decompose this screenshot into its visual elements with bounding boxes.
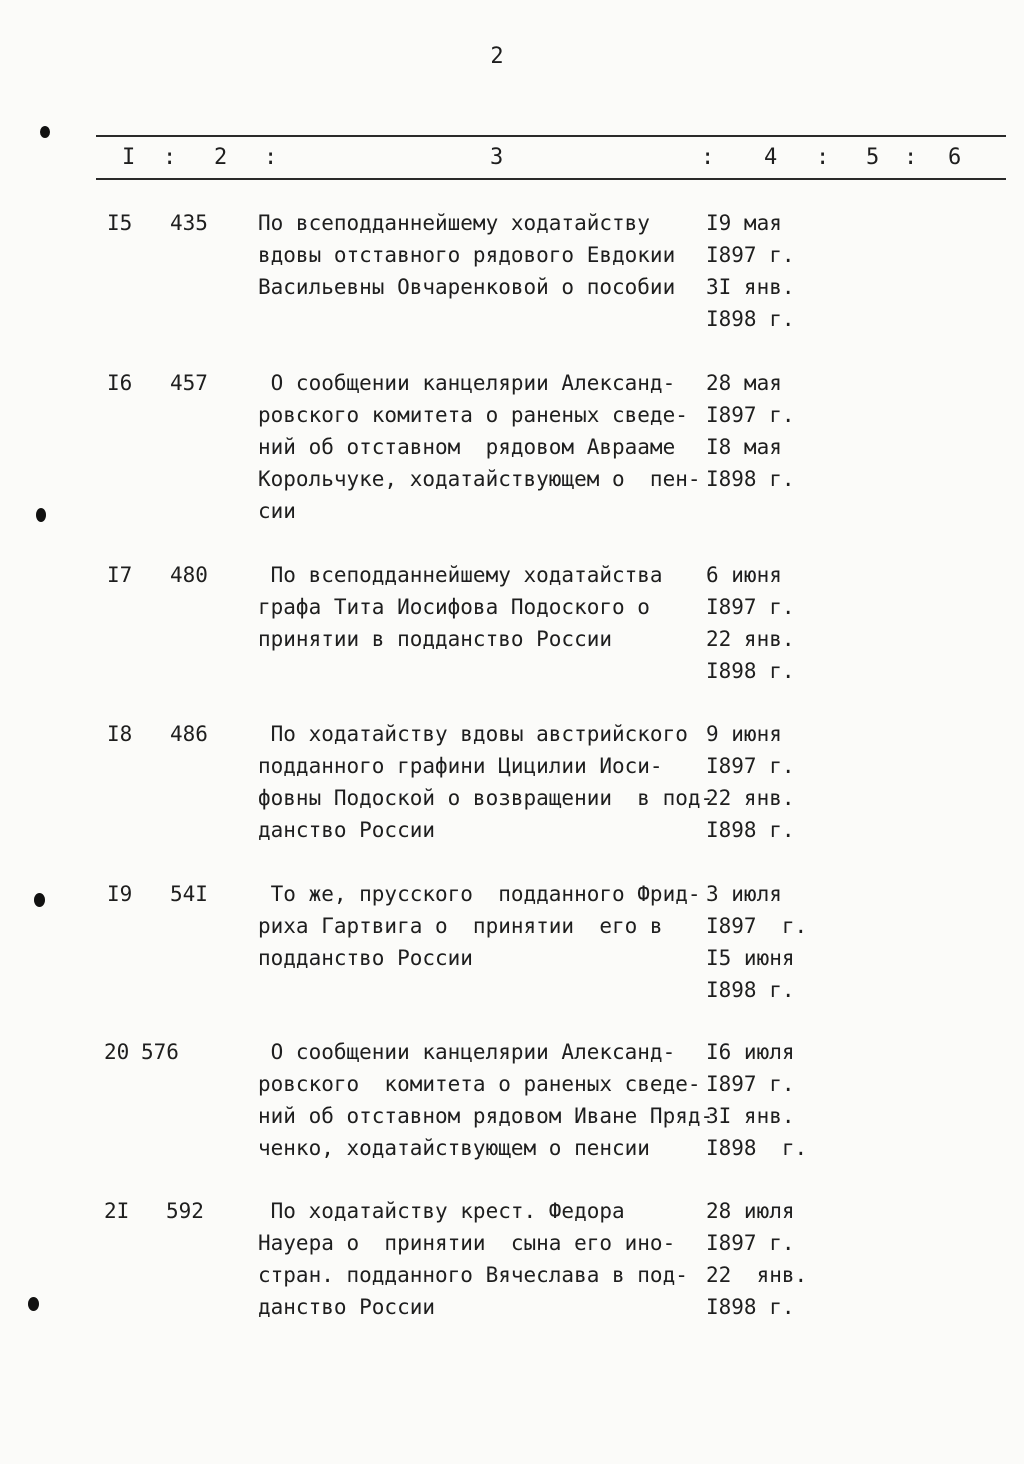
description-line: По ходатайству вдовы австрийского — [258, 722, 688, 746]
date-line: I898 г. — [706, 307, 795, 331]
entry-description — [258, 878, 701, 974]
entry-dates — [706, 207, 795, 335]
date-line: I898 г. — [706, 659, 795, 683]
entry-code: 576 — [141, 1040, 179, 1064]
description-line: То же, прусского подданного Фрид- — [258, 882, 701, 906]
date-line: 22 янв. — [706, 627, 795, 651]
date-line: 22 янв. — [706, 1263, 808, 1287]
date-line: I897 г. — [706, 1072, 795, 1096]
date-line: I8 мая — [706, 435, 782, 459]
date-line: I897 г. — [706, 595, 795, 619]
entry-code: 480 — [170, 563, 208, 587]
date-line: I898 г. — [706, 1295, 795, 1319]
date-line: I897 г. — [706, 914, 808, 938]
header-separator: : — [816, 145, 830, 170]
entry-number: I8 — [107, 722, 133, 746]
entry-dates — [706, 1036, 807, 1164]
entry-number: I5 — [107, 211, 133, 235]
entry-description — [258, 559, 663, 655]
description-line: риха Гартвига о принятии его в — [258, 914, 663, 938]
description-line: подданство России — [258, 946, 473, 970]
header-col-6: 6 — [948, 145, 962, 170]
description-line: графа Тита Иосифова Подоского о — [258, 595, 650, 619]
entry-description — [258, 207, 675, 303]
description-line: О сообщении канцелярии Александ- — [258, 371, 676, 395]
description-line: сии — [258, 499, 296, 523]
description-line: вдовы отставного рядового Евдокии — [258, 243, 676, 267]
date-line: I897 г. — [706, 243, 795, 267]
entry-number: 20 — [104, 1040, 130, 1064]
entry-code: 592 — [166, 1199, 204, 1223]
entry-dates — [706, 718, 795, 846]
date-line: 22 янв. — [706, 786, 795, 810]
entry-code: 435 — [170, 211, 208, 235]
entry-number: I6 — [107, 371, 133, 395]
description-line: По всеподданнейшему ходатайства — [258, 563, 663, 587]
entry-description — [258, 1195, 688, 1323]
date-line: I6 июля — [706, 1040, 795, 1064]
description-line: По ходатайству крест. Федора — [258, 1199, 625, 1223]
header-col-1: I — [122, 145, 136, 170]
entry-dates — [706, 367, 795, 495]
header-separator: : — [701, 145, 715, 170]
entry-code: 54I — [170, 882, 208, 906]
header-col-3: 3 — [490, 145, 504, 170]
entry-dates — [706, 559, 795, 687]
description-line: подданного графини Цицилии Иоси- — [258, 754, 663, 778]
header-separator: : — [264, 145, 278, 170]
date-line: I897 г. — [706, 754, 795, 778]
description-line: ченко, ходатайствующем о пенсии — [258, 1136, 650, 1160]
scan-speck — [36, 508, 46, 522]
description-line: ровского комитета о раненых сведе- — [258, 1072, 701, 1096]
date-line: 28 июля — [706, 1199, 795, 1223]
header-col-4: 4 — [764, 145, 778, 170]
entry-description — [258, 367, 701, 527]
header-separator: : — [163, 145, 177, 170]
entry-description — [258, 718, 713, 846]
date-line: 3I янв. — [706, 275, 795, 299]
date-line: 3I янв. — [706, 1104, 795, 1128]
date-line: I898 г. — [706, 978, 795, 1002]
entry-description — [258, 1036, 713, 1164]
description-line: Науера о принятии сына его ино- — [258, 1231, 676, 1255]
date-line: I898 г. — [706, 467, 795, 491]
description-line: ний об отставном рядовом Иване Пряд- — [258, 1104, 714, 1128]
date-line: I9 мая — [706, 211, 782, 235]
description-line: принятии в подданство России — [258, 627, 613, 651]
header-col-5: 5 — [866, 145, 880, 170]
description-line: фовны Подоской о возвращении в под- — [258, 786, 714, 810]
page-number: 2 — [490, 44, 504, 69]
description-line: стран. подданного Вячеслава в под- — [258, 1263, 688, 1287]
entry-dates — [706, 1195, 807, 1323]
date-line: I897 г. — [706, 1231, 795, 1255]
header-separator: : — [904, 145, 918, 170]
description-line: Корольчуке, ходатайствующем о пен- — [258, 467, 701, 491]
date-line: 3 июля — [706, 882, 782, 906]
entry-code: 457 — [170, 371, 208, 395]
date-line: I897 г. — [706, 403, 795, 427]
date-line: I5 июня — [706, 946, 795, 970]
description-line: данство России — [258, 1295, 436, 1319]
description-line: ний об отставном рядовом Аврааме — [258, 435, 676, 459]
header-col-2: 2 — [214, 145, 228, 170]
date-line: 28 мая — [706, 371, 782, 395]
entry-dates — [706, 878, 807, 1006]
header-rule-top — [96, 135, 1006, 137]
header-rule-bottom — [96, 178, 1006, 180]
entry-number: I9 — [107, 882, 133, 906]
description-line: данство России — [258, 818, 436, 842]
scan-speck — [28, 1297, 39, 1311]
description-line: ровского комитета о раненых сведе- — [258, 403, 688, 427]
scan-speck — [40, 126, 50, 138]
description-line: Васильевны Овчаренковой о пособии — [258, 275, 676, 299]
description-line: О сообщении канцелярии Александ- — [258, 1040, 676, 1064]
description-line: По всеподданнейшему ходатайству — [258, 211, 650, 235]
date-line: 9 июня — [706, 722, 782, 746]
scan-speck — [34, 893, 45, 907]
date-line: I898 г. — [706, 1136, 808, 1160]
date-line: I898 г. — [706, 818, 795, 842]
entry-number: 2I — [104, 1199, 130, 1223]
entry-number: I7 — [107, 563, 133, 587]
date-line: 6 июня — [706, 563, 782, 587]
entry-code: 486 — [170, 722, 208, 746]
